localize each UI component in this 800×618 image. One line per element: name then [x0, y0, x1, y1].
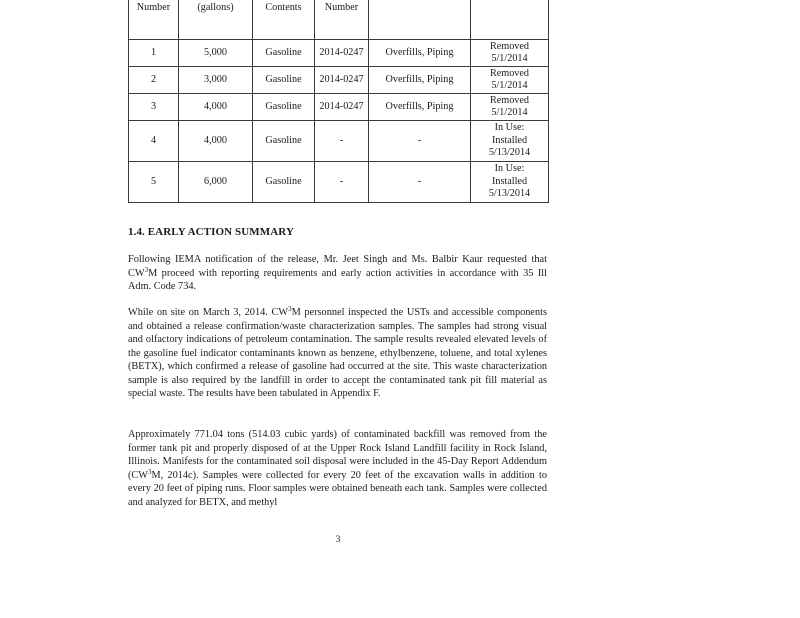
- paragraph-text: While on site on March 3, 2014. CW: [128, 307, 289, 318]
- cell-status: [471, 162, 549, 203]
- tank-table-container: [128, 0, 549, 203]
- status-line: In Use:: [494, 163, 525, 175]
- cell-status: [471, 94, 549, 121]
- cell-tank-number: 5: [129, 162, 179, 203]
- cell-tank-volume: 4,000: [179, 121, 253, 162]
- page-number: 3: [335, 535, 341, 545]
- cell-incident-number: -: [315, 162, 369, 203]
- header-tank-volume: (gallons): [179, 0, 253, 40]
- cell-status: [471, 121, 549, 162]
- cell-release-information: -: [369, 121, 471, 162]
- cell-incident-number: 2014-0247: [315, 40, 369, 67]
- status-line: 5/1/2014: [491, 80, 528, 91]
- status-line: Removed: [489, 94, 530, 106]
- status-line: Installed: [491, 175, 528, 187]
- status-line: 5/1/2014: [491, 53, 528, 64]
- superscript: 3: [288, 305, 292, 313]
- cell-tank-volume: 5,000: [179, 40, 253, 67]
- section-heading: 1.4. EARLY ACTION SUMMARY: [128, 226, 295, 238]
- cell-release-information: Overfills, Piping: [369, 67, 471, 94]
- status-line: 5/1/2014: [491, 107, 528, 118]
- cell-tank-number: 3: [129, 94, 179, 121]
- cell-tank-contents: Gasoline: [253, 40, 315, 67]
- paragraph-site-inspection: [128, 306, 547, 401]
- cell-tank-volume: 6,000: [179, 162, 253, 203]
- paragraph-backfill-removal: [128, 428, 547, 509]
- cell-release-information: -: [369, 162, 471, 203]
- paragraph-text: M personnel inspected the USTs and accessible components and obtained a release confirmation/waste characterization samples. The samples had strong visual and olfactory indications of petroleum contamination. The sample results revealed elevated levels of the gasoline fuel indicator contaminants known as benzene, ethylbenzene, toluene, and total xylenes (BETX), which confirmed a release of gasoline had occurred at the site. This waste characterization sample is also required by the landfill in order to accept the contaminated tank pit fill material as special waste. The results have been tabulated in Appendix F.: [128, 307, 547, 399]
- table-row: [129, 94, 549, 121]
- cell-incident-number: 2014-0247: [315, 94, 369, 121]
- header-status: [471, 0, 549, 40]
- cell-tank-volume: 4,000: [179, 94, 253, 121]
- status-line: 5/13/2014: [488, 188, 531, 200]
- cell-status: [471, 40, 549, 67]
- cell-tank-contents: Gasoline: [253, 121, 315, 162]
- paragraph-text: M, 2014c). Samples were collected for every 20 feet of the excavation walls in addition to every 20 feet of piping runs. Floor samples were obtained beneath each tank. Samples were collected and analyzed for BETX, and methyl: [128, 469, 547, 508]
- status-line: Installed: [491, 134, 528, 146]
- table-row: [129, 121, 549, 162]
- status-line: Removed: [489, 67, 530, 79]
- cell-incident-number: 2014-0247: [315, 67, 369, 94]
- status-line: Removed: [489, 40, 530, 52]
- cell-tank-contents: Gasoline: [253, 162, 315, 203]
- cell-tank-number: 4: [129, 121, 179, 162]
- header-tank-contents: Contents: [253, 0, 315, 40]
- cell-incident-number: -: [315, 121, 369, 162]
- table-row: [129, 40, 549, 67]
- cell-tank-contents: Gasoline: [253, 67, 315, 94]
- paragraph-text: Following IEMA notification of the release, Mr. Jeet Singh and Ms. Balbir Kaur requested that CW: [128, 254, 547, 279]
- table-row: [129, 67, 549, 94]
- table-header-row: [129, 0, 549, 40]
- superscript: 3: [148, 467, 152, 476]
- cell-tank-volume: 3,000: [179, 67, 253, 94]
- cell-release-information: Overfills, Piping: [369, 94, 471, 121]
- cell-status: [471, 67, 549, 94]
- status-line: In Use:: [494, 122, 525, 134]
- status-line: 5/13/2014: [488, 147, 531, 159]
- header-tank-number: Number: [129, 0, 179, 40]
- tank-table: [128, 0, 549, 203]
- paragraph-text: M proceed with reporting requirements and early action activities in accordance with 35 Ill Adm. Code 734.: [128, 267, 547, 292]
- paragraph-text: Approximately 771.04 tons (514.03 cubic yards) of contaminated backfill was removed from the former tank pit and properly disposed of at the Upper Rock Island Landfill facility in Rock Island, Illinois. Manifests for the contaminated soil disposal were included in the 45-Day Report Addendum (CW: [128, 429, 547, 481]
- cell-release-information: Overfills, Piping: [369, 40, 471, 67]
- cell-tank-contents: Gasoline: [253, 94, 315, 121]
- cell-tank-number: 2: [129, 67, 179, 94]
- header-incident-number: Number: [315, 0, 369, 40]
- superscript: 3: [144, 265, 149, 274]
- header-release-information: [369, 0, 471, 40]
- cell-tank-number: 1: [129, 40, 179, 67]
- paragraph-notification: [128, 253, 547, 294]
- table-row: [129, 162, 549, 203]
